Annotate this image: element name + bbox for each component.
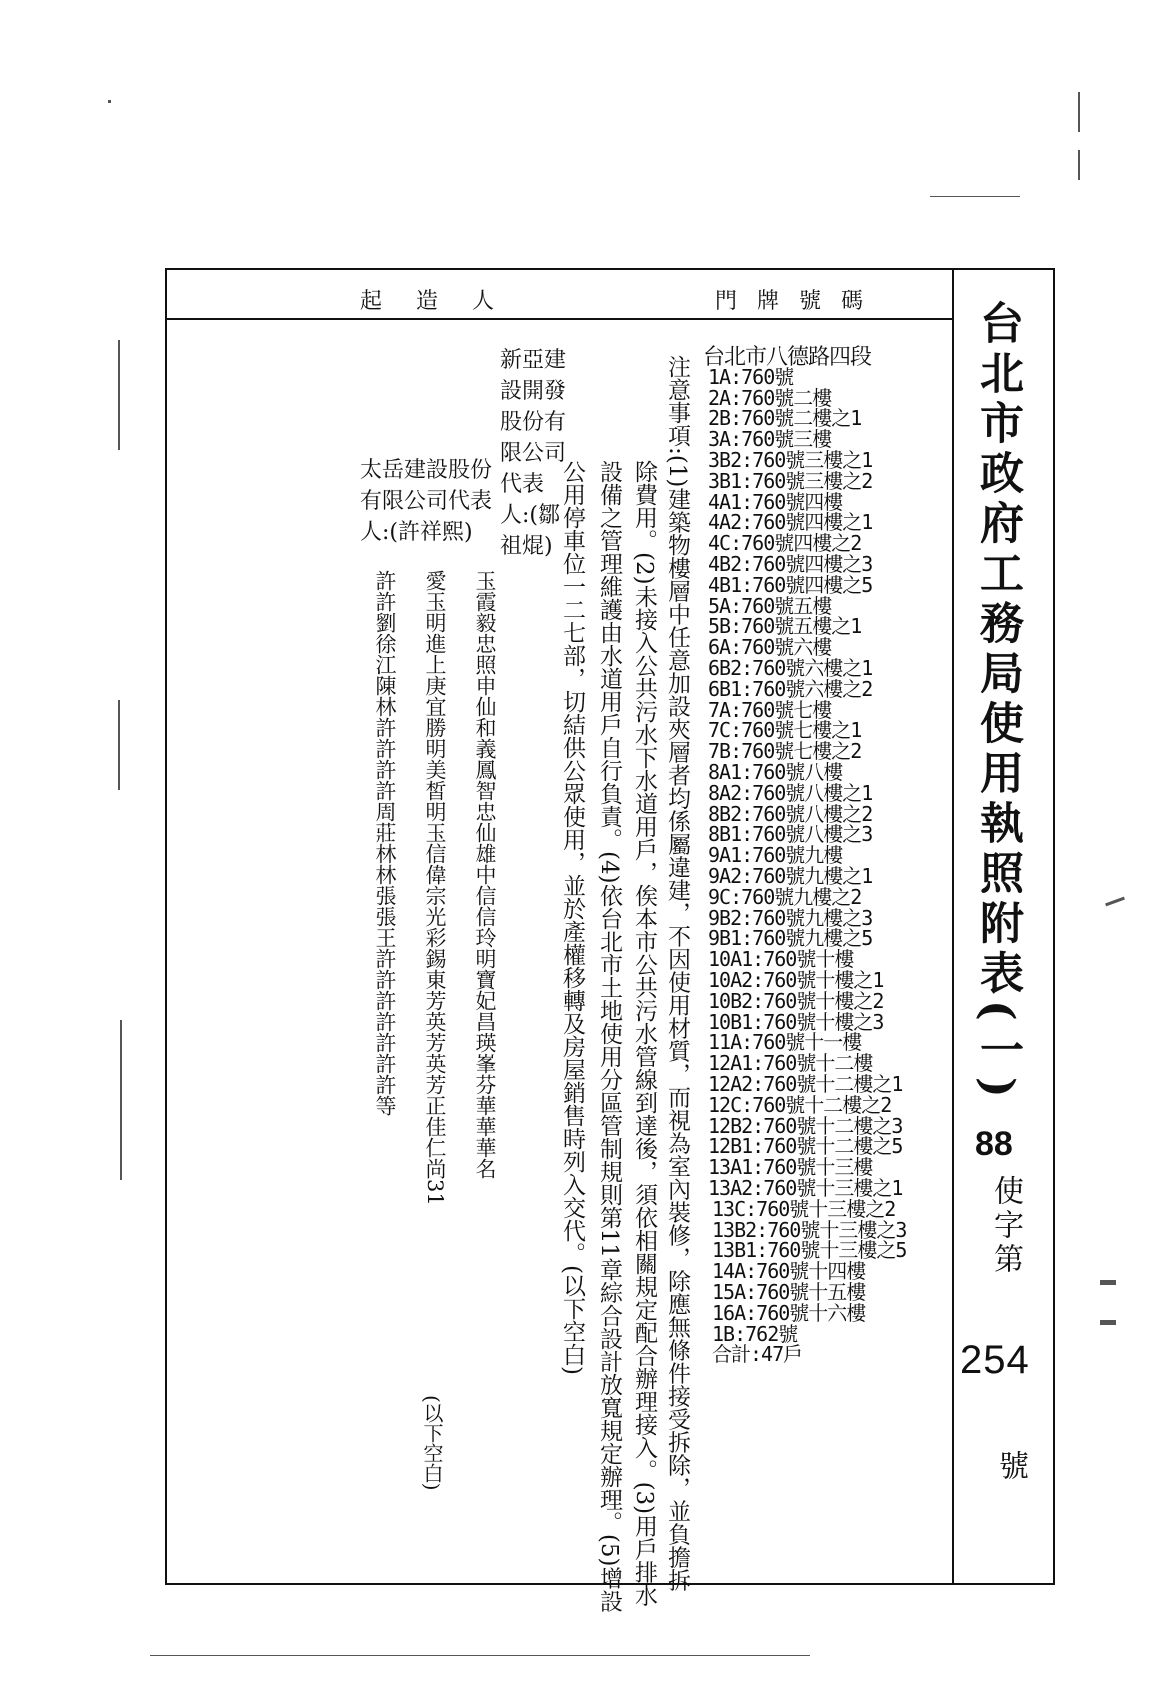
address-entry: 13A2:760號十三樓之1: [708, 1176, 903, 1200]
builder-header: 起造人: [360, 289, 529, 314]
builder-line: 新亞建設開發股份有限公司代表人:(鄒祖焜): [500, 348, 567, 559]
scan-speck: [1100, 1320, 1116, 1325]
address-entry: 2B:760號二樓之1: [708, 406, 862, 431]
builder-line: (以下空白): [420, 1395, 444, 1491]
address-entry: 4B2:760號四樓之3: [708, 552, 873, 576]
address-entry: 12C:760號十二樓之2: [708, 1092, 892, 1117]
address-entry: 13B2:760號十三樓之3: [712, 1217, 907, 1242]
address-entry: 4B1:760號四樓之5: [708, 572, 873, 597]
address-entry: 7C:760號七樓之1: [708, 718, 862, 743]
permit-number: 254: [960, 1338, 1030, 1382]
scan-speck: [1078, 92, 1080, 132]
address-entry: 10B1:760號十樓之3: [708, 1009, 884, 1034]
builder-line: 太岳建設股份有限公司代表人:(許祥熙): [360, 458, 493, 545]
address-entry: 1B:762號: [712, 1321, 798, 1346]
address-entry: 14A:760號十四樓: [712, 1259, 866, 1284]
address-entry: 9A1:760號九樓: [708, 843, 843, 868]
address-entry: 2A:760號二樓: [708, 385, 832, 410]
address-entry: 4A1:760號四樓: [708, 489, 843, 514]
address-entry: 10A1:760號十樓: [708, 947, 854, 972]
scan-speck: [118, 340, 120, 450]
document-title: 台北市政府工務局使用執照附表(一): [972, 300, 1023, 1104]
permit-suffix: 號: [993, 1450, 1028, 1480]
scan-speck: [108, 100, 111, 103]
address-entry: 8B1:760號八樓之3: [708, 822, 873, 847]
address-entry: 12B2:760號十二樓之3: [708, 1113, 903, 1138]
builder-line: 愛玉明進上庚宜勝明美皙明玉信偉宗光彩錫東芳英芳英芳正佳仁尚31: [422, 570, 447, 1206]
note-line: 除費用。(2)未接入公共污水下水道用戶，俟本市公共污水管線到達後，須依相關規定配合辦理接入。(3)用戶排水: [631, 460, 657, 1607]
permit-prefix: 88: [975, 1125, 1013, 1163]
address-entry: 3B2:760號三樓之1: [708, 448, 873, 472]
address-entry: 12A2:760號十二樓之1: [708, 1072, 903, 1096]
address-entry: 8B2:760號八樓之2: [708, 801, 873, 826]
scan-speck: [118, 700, 120, 790]
address-entry: 16A:760號十六樓: [712, 1300, 866, 1325]
address-entry: 6B2:760號六樓之1: [708, 656, 873, 680]
scan-speck: [150, 1655, 810, 1656]
address-entry: 13C:760號十三樓之2: [712, 1196, 896, 1221]
note-line: 設備之管理維護由水道用戶自行負責。(4)依台北市土地使用分區管制規則第11章綜合設計放寬規定辦理。(5)增設: [596, 460, 622, 1613]
address-entry: 5B:760號五樓之1: [708, 614, 862, 639]
header-divider: [165, 318, 954, 320]
builder-line: 許許劉徐江陳林許許許許周莊林林張張王許許許許許許許等: [372, 570, 397, 1116]
address-entry: 11A:760號十一樓: [708, 1030, 862, 1055]
address-entry: 6A:760號六樓: [708, 635, 832, 660]
scan-speck: [930, 196, 1020, 197]
address-entry: 1A:760號: [708, 364, 794, 389]
address-entry: 6B1:760號六樓之2: [708, 676, 873, 701]
address-entry: 13B1:760號十三樓之5: [712, 1238, 907, 1263]
scan-speck: [120, 1020, 122, 1180]
address-entry: 13A1:760號十三樓: [708, 1155, 873, 1180]
address-entry: 10A2:760號十樓之1: [708, 968, 884, 992]
address-entry: 9A2:760號九樓之1: [708, 864, 873, 888]
address-entry: 5A:760號五樓: [708, 593, 832, 618]
address-total: 合計:47戶: [712, 1342, 803, 1367]
scan-speck: [1100, 1280, 1116, 1285]
address-entry: 12A1:760號十二樓: [708, 1051, 873, 1076]
title-divider: [952, 268, 954, 1585]
address-entry: 15A:760號十五樓: [712, 1280, 866, 1304]
address-entry: 9B2:760號九樓之3: [708, 905, 873, 930]
permit-middle: 使字第: [988, 1175, 1023, 1277]
note-line: 公用停車位一二七部，切結供公眾使用，並於產權移轉及房屋銷售時列入交代。(以下空白): [559, 460, 585, 1375]
scan-speck: [1105, 897, 1125, 907]
address-entry: 12B1:760號十二樓之5: [708, 1134, 903, 1159]
address-entry: 9C:760號九樓之2: [708, 884, 862, 909]
address-header: 門牌號碼: [715, 289, 884, 314]
address-street: 台北市八德路四段: [703, 345, 872, 370]
address-entry: 4A2:760號四樓之1: [708, 510, 873, 535]
note-line: 注意事項:(1)建築物樓層中任意加設夾層者均係屬違建，不因使用材質，而視為室內裝修，除應無條件接受拆除，並負擔拆: [664, 355, 690, 1592]
builder-line: 玉霞毅忠照申仙和義鳳智忠仙雄中信信玲明寶妃昌瑛峯芬華華華名: [472, 570, 497, 1179]
address-entry: 8A1:760號八樓: [708, 760, 843, 784]
address-entry: 10B2:760號十樓之2: [708, 988, 884, 1013]
address-entry: 4C:760號四樓之2: [708, 531, 862, 556]
address-entry: 9B1:760號九樓之5: [708, 926, 873, 951]
scan-speck: [1078, 150, 1080, 180]
address-entry: 7B:760號七樓之2: [708, 739, 862, 764]
address-entry: 3A:760號三樓: [708, 427, 832, 452]
address-entry: 7A:760號七樓: [708, 697, 832, 722]
address-entry: 8A2:760號八樓之1: [708, 780, 873, 805]
address-entry: 3B1:760號三樓之2: [708, 468, 873, 493]
